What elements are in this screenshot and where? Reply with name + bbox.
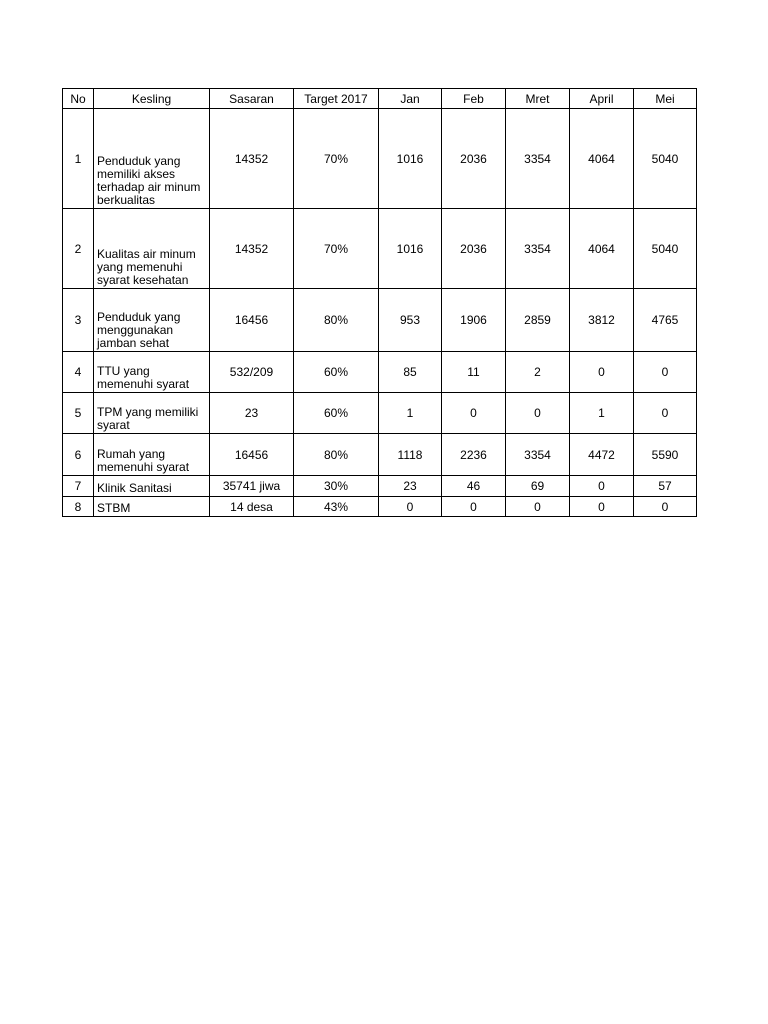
cell-mret: 69	[506, 476, 570, 497]
cell-target: 80%	[294, 289, 379, 352]
cell-no: 8	[63, 497, 94, 517]
cell-april: 1	[570, 393, 634, 434]
header-no: No	[63, 89, 94, 109]
cell-sasaran: 14352	[210, 109, 294, 209]
cell-mret: 3354	[506, 434, 570, 476]
cell-sasaran: 16456	[210, 289, 294, 352]
cell-target: 80%	[294, 434, 379, 476]
cell-target: 70%	[294, 109, 379, 209]
cell-mei: 0	[634, 352, 697, 393]
table-row	[63, 289, 697, 352]
table-row	[63, 434, 697, 476]
cell-sasaran: 23	[210, 393, 294, 434]
cell-mret: 2859	[506, 289, 570, 352]
cell-jan: 0	[379, 497, 442, 517]
header-feb: Feb	[442, 89, 506, 109]
cell-mei: 57	[634, 476, 697, 497]
cell-april: 4064	[570, 109, 634, 209]
cell-kesling: TTU yang memenuhi syarat	[94, 352, 210, 393]
header-mei: Mei	[634, 89, 697, 109]
cell-mei: 5590	[634, 434, 697, 476]
table-row	[63, 393, 697, 434]
table-body	[63, 109, 697, 517]
header-row	[63, 89, 697, 109]
header-mret: Mret	[506, 89, 570, 109]
cell-mei: 0	[634, 393, 697, 434]
cell-mei: 4765	[634, 289, 697, 352]
cell-kesling: STBM	[94, 497, 210, 517]
cell-april: 4472	[570, 434, 634, 476]
cell-feb: 0	[442, 393, 506, 434]
header-jan: Jan	[379, 89, 442, 109]
cell-april: 3812	[570, 289, 634, 352]
table-row	[63, 476, 697, 497]
cell-feb: 46	[442, 476, 506, 497]
cell-feb: 11	[442, 352, 506, 393]
cell-april: 0	[570, 497, 634, 517]
cell-no: 2	[63, 209, 94, 289]
header-sasaran: Sasaran	[210, 89, 294, 109]
cell-sasaran: 16456	[210, 434, 294, 476]
cell-no: 3	[63, 289, 94, 352]
cell-jan: 23	[379, 476, 442, 497]
cell-april: 0	[570, 476, 634, 497]
cell-mei: 0	[634, 497, 697, 517]
cell-mret: 2	[506, 352, 570, 393]
cell-mei: 5040	[634, 209, 697, 289]
cell-feb: 2036	[442, 109, 506, 209]
cell-jan: 1	[379, 393, 442, 434]
table-row	[63, 497, 697, 517]
cell-feb: 2236	[442, 434, 506, 476]
cell-feb: 2036	[442, 209, 506, 289]
cell-sasaran: 14352	[210, 209, 294, 289]
cell-kesling: Rumah yang memenuhi syarat	[94, 434, 210, 476]
cell-mret: 3354	[506, 109, 570, 209]
cell-jan: 1016	[379, 109, 442, 209]
cell-jan: 85	[379, 352, 442, 393]
cell-target: 70%	[294, 209, 379, 289]
header-kesling: Kesling	[94, 89, 210, 109]
cell-sasaran: 14 desa	[210, 497, 294, 517]
cell-mret: 0	[506, 393, 570, 434]
cell-no: 6	[63, 434, 94, 476]
cell-no: 1	[63, 109, 94, 209]
cell-target: 30%	[294, 476, 379, 497]
header-april: April	[570, 89, 634, 109]
header-target: Target 2017	[294, 89, 379, 109]
table-row	[63, 209, 697, 289]
cell-mret: 0	[506, 497, 570, 517]
cell-no: 7	[63, 476, 94, 497]
cell-jan: 1118	[379, 434, 442, 476]
cell-no: 5	[63, 393, 94, 434]
cell-mei: 5040	[634, 109, 697, 209]
cell-kesling: TPM yang memiliki syarat	[94, 393, 210, 434]
cell-kesling: Klinik Sanitasi	[94, 476, 210, 497]
kesling-table	[62, 88, 697, 517]
cell-kesling: Penduduk yang menggunakan jamban sehat	[94, 289, 210, 352]
cell-mret: 3354	[506, 209, 570, 289]
cell-kesling: Penduduk yang memiliki akses terhadap air minum berkualitas	[94, 109, 210, 209]
cell-april: 4064	[570, 209, 634, 289]
cell-feb: 1906	[442, 289, 506, 352]
cell-april: 0	[570, 352, 634, 393]
cell-target: 60%	[294, 393, 379, 434]
table-row	[63, 109, 697, 209]
cell-kesling: Kualitas air minum yang memenuhi syarat kesehatan	[94, 209, 210, 289]
cell-sasaran: 35741 jiwa	[210, 476, 294, 497]
cell-no: 4	[63, 352, 94, 393]
table-row	[63, 352, 697, 393]
cell-jan: 953	[379, 289, 442, 352]
cell-target: 60%	[294, 352, 379, 393]
cell-feb: 0	[442, 497, 506, 517]
cell-target: 43%	[294, 497, 379, 517]
cell-jan: 1016	[379, 209, 442, 289]
cell-sasaran: 532/209	[210, 352, 294, 393]
